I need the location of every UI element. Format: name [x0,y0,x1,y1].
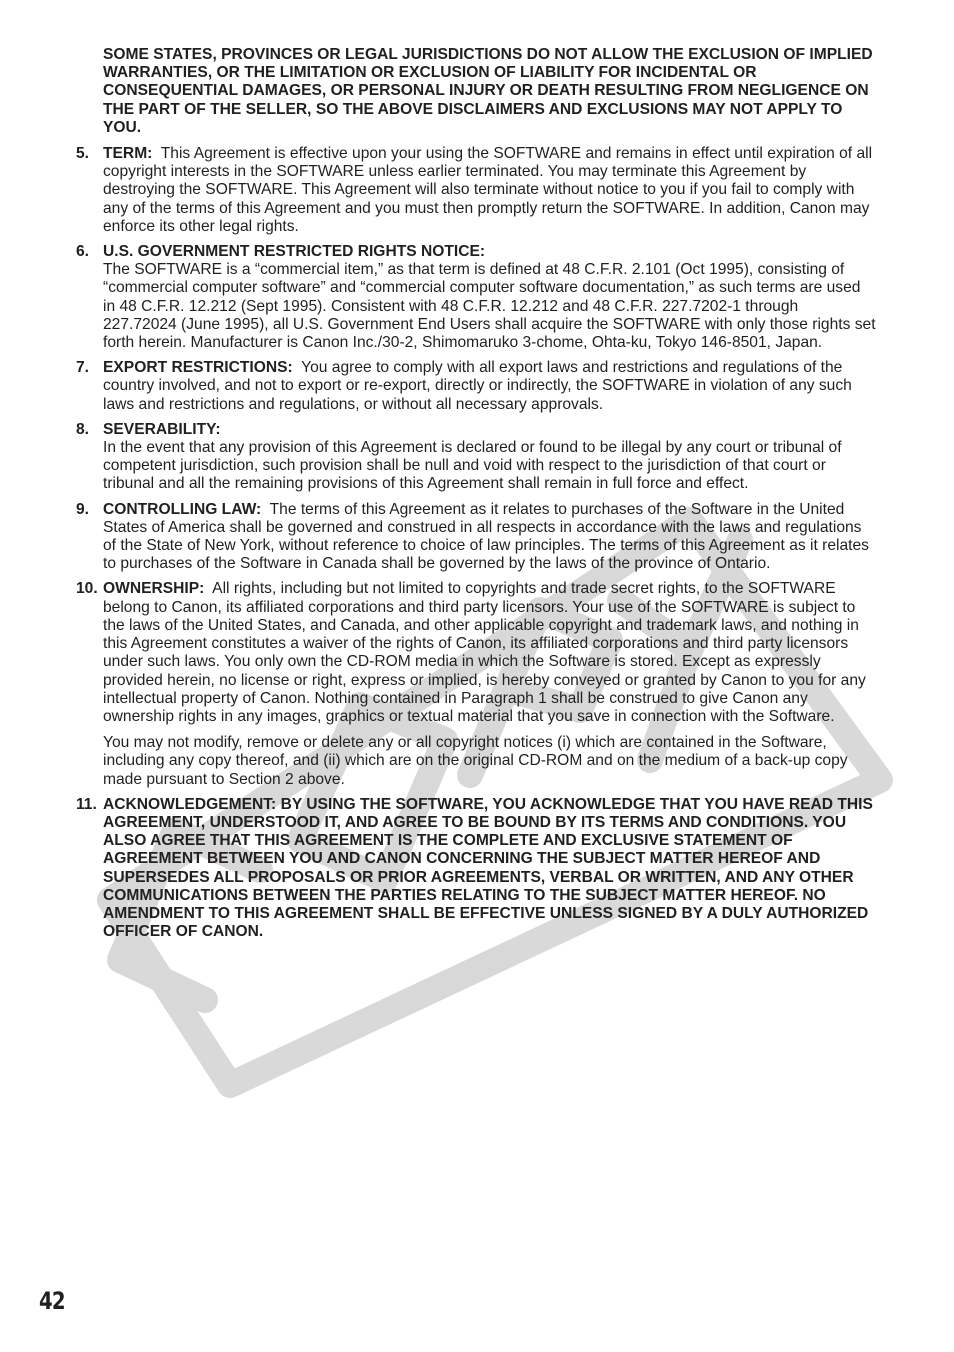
clause-8-severability [76,421,876,494]
clause-9-controlling-law [76,501,876,574]
page-number: 42 [39,1287,65,1315]
clause-7-export [76,359,876,414]
clause-heading: U.S. GOVERNMENT RESTRICTED RIGHTS NOTICE: [103,243,486,261]
clause-number: 11. [76,795,97,813]
clause-6-government-rights [76,243,876,352]
clause-number: 9. [76,500,90,518]
clause-5-term [76,145,876,236]
clause-body: All rights, including but not limited to copyrights and trade secret rights, to the SOFTWARE belong to Canon, its affiliated corporations and third party licensors. Your use of the SOFTWARE is subject to the laws of the United States, and Canada, and other applicable copyright and trademark laws, and nothing in this Agreement constitutes a waiver of the rights of Canon, its affiliated corporations and third party licensors under such laws. You only own the CD-ROM media in which the Software is stored. Except as expressly provided herein, no license or right, express or implied, is hereby conveyed or granted by Canon to you for any intellectual property of Canon. Nothing contained in Paragraph 1 shall be construed to give Canon any ownership rights in any images, graphics or textual material that you save in connection with the Software. [103,580,866,725]
clause-body: In the event that any provision of this Agreement is declared or found to be illegal by any court or tribunal of competent jurisdiction, such provision shall be null and void with respect to the jurisdiction of that court or tribunal and all the remaining provisions of this Agreement shall remain in full force and effect. [103,439,842,493]
clause-body: This Agreement is effective upon your using the SOFTWARE and remains in effect until expiration of all copyright interests in the SOFTWARE unless earlier terminated. You may terminate this Agreement by destroying the SOFTWARE. This Agreement will also terminate without notice to you if you fail to comply with any of the terms of this Agreement and you must then promptly return the SOFTWARE. In addition, Canon may enforce its other legal rights. [103,145,873,235]
clause-heading: TERM: [103,145,153,163]
clause-number: 6. [76,243,90,261]
clause-number: 8. [76,420,90,438]
clause-heading: SEVERABILITY: [103,420,221,438]
clause-heading: EXPORT RESTRICTIONS: [103,359,293,377]
disclaimer-paragraph: SOME STATES, PROVINCES OR LEGAL JURISDICTIONS DO NOT ALLOW THE EXCLUSION OF IMPLIED WARRANTIES, OR THE LIMITATION OR EXCLUSION OF LIABILITY FOR INCIDENTAL OR CONSEQUENTIAL DAMAGES, OR PERSONAL INJURY OR DEATH RESULTING FROM NEGLIGENCE ON THE PART OF THE SELLER, SO THE ABOVE DISCLAIMERS AND EXCLUSIONS MAY NOT APPLY TO YOU. [103,46,873,136]
clause-heading: CONTROLLING LAW: [103,500,262,518]
clause-number: 7. [76,359,90,377]
license-text [76,46,876,948]
clause-body: The terms of this Agreement as it relates to purchases of the Software in the United States of America shall be governed and construed in all respects in accordance with the laws and regulations of the State of New York, without reference to choice of law principles. The terms of this Agreement as it relates to purchases of the Software in Canada shall be governed by the laws of the province of Ontario. [103,500,869,573]
clause-number: 10. [76,580,98,598]
clause-10-ownership [76,580,876,788]
clause-number: 5. [76,145,90,163]
clause-body: You agree to comply with all export laws and restrictions and regulations of the country involved, and not to export or re-export, directly or indirectly, the SOFTWARE in violation of any such laws and restrictions and regulations, or without all necessary approvals. [103,359,852,413]
clause-heading: OWNERSHIP: [103,580,205,598]
clause-body-continued: You may not modify, remove or delete any or all copyright notices (i) which are contained in the Software, including any copy thereof, and (ii) which are on the original CD-ROM and on the medium of a back-up copy made pursuant to Section 2 above. [103,734,848,788]
clause-body: The SOFTWARE is a “commercial item,” as that term is defined at 48 C.F.R. 2.101 (Oct 1995), consisting of “commercial computer software” and “commercial computer software documentation,” as such terms are used in 48 C.F.R. 12.212 (Sept 1995). Consistent with 48 C.F.R. 12.212 and 48 C.F.R. 227.7202-1 through 227.72024 (June 1995), all U.S. Government End Users shall acquire the SOFTWARE with only those rights set forth herein. Manufacturer is Canon Inc./30-2, Shimomaruko 3-chome, Ohta-ku, Tokyo 146-8501, Japan. [103,261,876,352]
clause-11-acknowledgement [76,796,876,942]
clause-heading: ACKNOWLEDGEMENT: BY USING THE SOFTWARE, YOU ACKNOWLEDGE THAT YOU HAVE READ THIS AGREEMENT, UNDERSTOOD IT, AND AGREE TO BE BOUND BY ITS TERMS AND CONDITIONS. YOU ALSO AGREE THAT THIS AGREEMENT IS THE COMPLETE AND EXCLUSIVE STATEMENT OF AGREEMENT BETWEEN YOU AND CANON CONCERNING THE SUBJECT MATTER HEREOF AND SUPERSEDES ALL PROPOSALS OR PRIOR AGREEMENTS, VERBAL OR WRITTEN, AND ANY OTHER COMMUNICATIONS BETWEEN THE PARTIES RELATING TO THE SUBJECT MATTER HEREOF. NO AMENDMENT TO THIS AGREEMENT SHALL BE EFFECTIVE UNLESS SIGNED BY A DULY AUTHORIZED OFFICER OF CANON. [103,795,873,941]
